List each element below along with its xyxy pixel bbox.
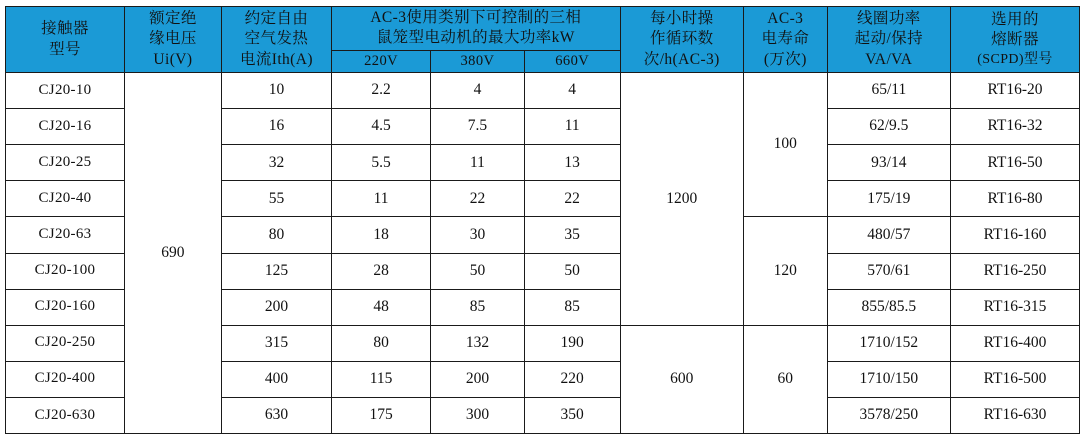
cell-electrical-life: 100	[743, 73, 827, 217]
cell-thermal-current: 80	[221, 217, 331, 253]
cell-model: CJ20-630	[6, 397, 125, 433]
header-thermal-current: 约定自由 空气发热 电流Ith(A)	[221, 7, 331, 73]
cell-thermal-current: 315	[221, 325, 331, 361]
cell-fuse-type: RT16-32	[951, 109, 1080, 145]
cell-fuse-type: RT16-80	[951, 181, 1080, 217]
cell-power-660: 11	[524, 109, 620, 145]
cell-coil-power: 93/14	[827, 145, 950, 181]
cell-power-660: 220	[524, 361, 620, 397]
cell-power-220: 28	[332, 253, 431, 289]
cell-coil-power: 1710/150	[827, 361, 950, 397]
cell-model: CJ20-250	[6, 325, 125, 361]
contactor-spec-table	[5, 6, 1080, 434]
cell-fuse-type: RT16-315	[951, 289, 1080, 325]
cell-power-380: 200	[431, 361, 525, 397]
cell-fuse-type: RT16-50	[951, 145, 1080, 181]
cell-power-660: 190	[524, 325, 620, 361]
cell-model: CJ20-40	[6, 181, 125, 217]
cell-coil-power: 480/57	[827, 217, 950, 253]
table-header	[6, 7, 1080, 73]
cell-power-220: 11	[332, 181, 431, 217]
header-model: 接触器 型号	[6, 7, 125, 73]
cell-power-220: 2.2	[332, 73, 431, 109]
cell-coil-power: 62/9.5	[827, 109, 950, 145]
header-row-main	[6, 7, 1080, 51]
cell-fuse-type: RT16-630	[951, 397, 1080, 433]
table-body	[6, 73, 1080, 434]
header-electrical-life: AC-3 电寿命 (万次)	[743, 7, 827, 73]
cell-fuse-type: RT16-160	[951, 217, 1080, 253]
cell-model: CJ20-160	[6, 289, 125, 325]
cell-power-380: 4	[431, 73, 525, 109]
cell-power-380: 132	[431, 325, 525, 361]
cell-power-380: 300	[431, 397, 525, 433]
cell-power-660: 50	[524, 253, 620, 289]
cell-model: CJ20-16	[6, 109, 125, 145]
header-ac3-660v: 660V	[524, 50, 620, 72]
cell-fuse-type: RT16-500	[951, 361, 1080, 397]
cell-thermal-current: 55	[221, 181, 331, 217]
cell-thermal-current: 200	[221, 289, 331, 325]
header-coil-power: 线圈功率 起动/保持 VA/VA	[827, 7, 950, 73]
cell-model: CJ20-63	[6, 217, 125, 253]
cell-thermal-current: 400	[221, 361, 331, 397]
cell-power-220: 5.5	[332, 145, 431, 181]
cell-coil-power: 570/61	[827, 253, 950, 289]
cell-fuse-type: RT16-250	[951, 253, 1080, 289]
cell-power-660: 22	[524, 181, 620, 217]
cell-power-660: 13	[524, 145, 620, 181]
cell-coil-power: 1710/152	[827, 325, 950, 361]
header-ac3-power-group: AC-3使用类别下可控制的三相 鼠笼型电动机的最大功率kW	[332, 7, 621, 51]
cell-power-660: 4	[524, 73, 620, 109]
cell-power-220: 115	[332, 361, 431, 397]
cell-power-220: 4.5	[332, 109, 431, 145]
cell-operating-cycles: 1200	[620, 73, 743, 326]
cell-thermal-current: 630	[221, 397, 331, 433]
cell-fuse-type: RT16-20	[951, 73, 1080, 109]
cell-model: CJ20-100	[6, 253, 125, 289]
cell-power-220: 80	[332, 325, 431, 361]
cell-power-220: 175	[332, 397, 431, 433]
cell-electrical-life: 60	[743, 325, 827, 433]
cell-power-380: 30	[431, 217, 525, 253]
cell-insulation-voltage: 690	[124, 73, 221, 434]
cell-power-660: 350	[524, 397, 620, 433]
cell-coil-power: 3578/250	[827, 397, 950, 433]
header-ac3-220v: 220V	[332, 50, 431, 72]
cell-thermal-current: 16	[221, 109, 331, 145]
header-fuse-type: 选用的 熔断器 (SCPD)型号	[951, 7, 1080, 73]
cell-power-220: 18	[332, 217, 431, 253]
header-ac3-380v: 380V	[431, 50, 525, 72]
cell-power-380: 11	[431, 145, 525, 181]
cell-power-380: 22	[431, 181, 525, 217]
cell-thermal-current: 125	[221, 253, 331, 289]
cell-model: CJ20-400	[6, 361, 125, 397]
cell-model: CJ20-10	[6, 73, 125, 109]
header-insulation-voltage: 额定绝 缘电压 Ui(V)	[124, 7, 221, 73]
header-operating-cycles: 每小时操 作循环数 次/h(AC-3)	[620, 7, 743, 73]
cell-coil-power: 855/85.5	[827, 289, 950, 325]
cell-power-660: 85	[524, 289, 620, 325]
table-row	[6, 73, 1080, 109]
cell-power-380: 85	[431, 289, 525, 325]
cell-electrical-life: 120	[743, 217, 827, 325]
cell-power-380: 7.5	[431, 109, 525, 145]
cell-coil-power: 175/19	[827, 181, 950, 217]
cell-model: CJ20-25	[6, 145, 125, 181]
cell-operating-cycles: 600	[620, 325, 743, 433]
cell-power-380: 50	[431, 253, 525, 289]
cell-thermal-current: 10	[221, 73, 331, 109]
cell-coil-power: 65/11	[827, 73, 950, 109]
cell-fuse-type: RT16-400	[951, 325, 1080, 361]
cell-power-660: 35	[524, 217, 620, 253]
cell-thermal-current: 32	[221, 145, 331, 181]
cell-power-220: 48	[332, 289, 431, 325]
